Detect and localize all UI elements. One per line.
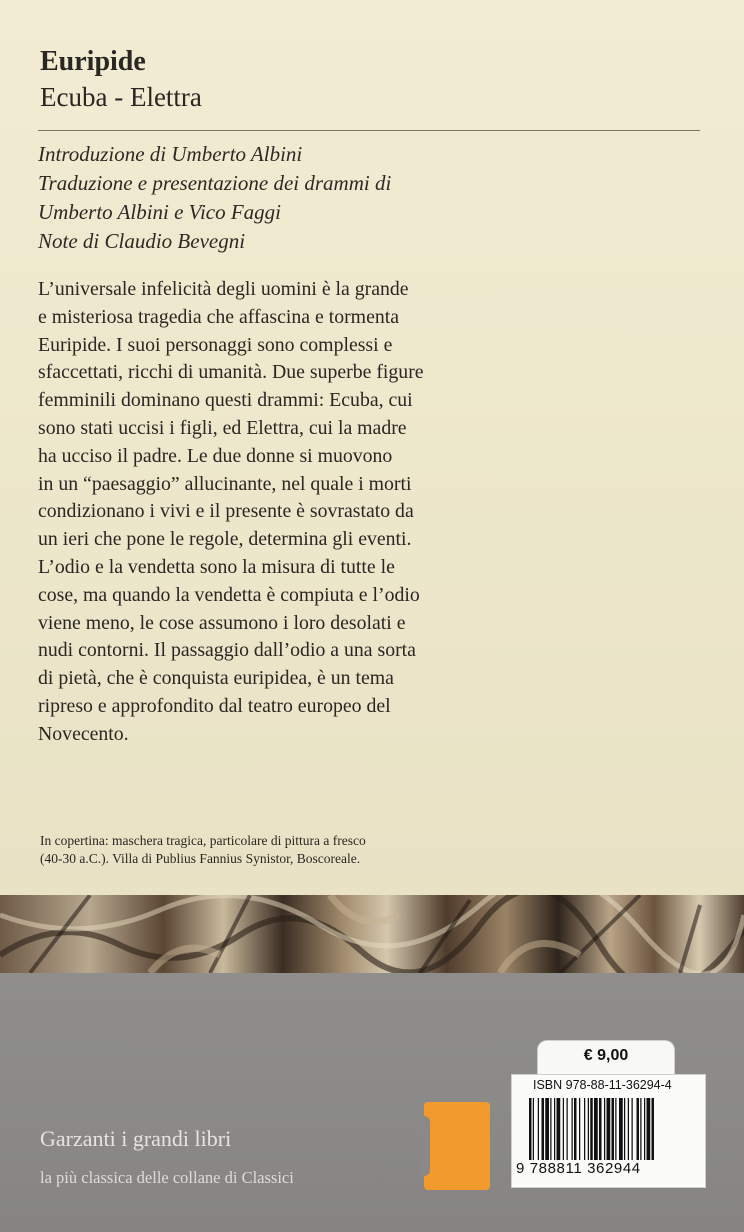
price-sticker	[537, 1040, 675, 1077]
barcode-bar	[590, 1098, 593, 1160]
series-name: Garzanti i grandi libri	[40, 1126, 232, 1151]
barcode-digits-left: 788811	[529, 1160, 583, 1177]
barcode-bar	[538, 1098, 539, 1160]
barcode-bar	[554, 1098, 555, 1160]
blurb-line: L’universale infelicità degli uomini è la grande	[38, 278, 409, 300]
barcode-bar	[545, 1098, 549, 1160]
blurb-line: di pietà, che è conquista euripidea, è un tema	[38, 667, 394, 690]
credit-line: Note di Claudio Bevegni	[38, 229, 246, 253]
barcode-bar	[599, 1098, 602, 1160]
blurb-line: sfaccettati, ricchi di umanità. Due superbe figure	[38, 361, 424, 384]
barcode-digits	[516, 1160, 641, 1177]
caption-line: In copertina: maschera tragica, particolare di pittura a fresco	[40, 833, 366, 848]
barcode-bar	[644, 1098, 645, 1160]
caption-line: (40-30 a.C.). Villa di Publius Fannius Synistor, Boscoreale.	[40, 851, 361, 866]
barcode-bar	[529, 1098, 532, 1160]
barcode-bar	[612, 1098, 615, 1160]
cover-caption	[40, 832, 366, 868]
barcode-bar	[533, 1098, 534, 1160]
blurb-line: nudi contorni. Il passaggio dall’odio a una sorta	[38, 639, 416, 662]
barcode-bar	[604, 1098, 605, 1160]
author-name: Euripide	[40, 46, 146, 77]
credits-block	[38, 140, 391, 256]
barcode-bar	[584, 1098, 585, 1160]
blurb-line: ripreso e approfondito dal teatro europeo del	[38, 694, 391, 717]
barcode-bar	[624, 1098, 625, 1160]
blurb-line: condizionano i vivi e il presente è sovrastato da	[38, 500, 414, 523]
book-title: Ecuba - Elettra	[40, 82, 202, 112]
blurb-line: femminili dominano questi drammi: Ecuba, cui	[38, 389, 413, 412]
credit-line: Traduzione e presentazione dei drammi di	[38, 171, 392, 195]
price-label: € 9,00	[583, 1047, 629, 1064]
credit-line: Introduzione di Umberto Albini	[38, 142, 303, 166]
barcode-bar	[619, 1098, 623, 1160]
barcode-bar	[652, 1098, 655, 1160]
blurb-line: in un “paesaggio” allucinante, nel quale i morti	[38, 472, 412, 495]
fresco-texture	[0, 895, 744, 973]
blurb-line: L’odio e la vendetta sono la misura di tutte le	[38, 555, 395, 578]
isbn-text: ISBN 978-88-11-36294-4	[533, 1078, 672, 1092]
blurb-line: viene meno, le cose assumono i loro desolati e	[38, 611, 406, 634]
barcode-bar	[574, 1098, 577, 1160]
fresco-strip-image	[0, 895, 744, 973]
barcode-bar	[557, 1098, 561, 1160]
barcode-bar	[632, 1098, 633, 1160]
barcode-bar	[607, 1098, 611, 1160]
divider	[38, 130, 700, 131]
barcode-bar	[647, 1098, 651, 1160]
blurb-line: sono stati uccisi i figli, ed Elettra, cui la madre	[38, 416, 407, 439]
barcode-bar	[579, 1098, 580, 1160]
barcode-bar	[615, 1098, 616, 1160]
blurb-line: e misteriosa tragedia che affascina e tormenta	[38, 305, 400, 328]
blurb-text	[38, 276, 558, 749]
blurb-line: Novecento.	[38, 722, 129, 745]
blurb-line: un ieri che pone le regole, determina gli eventi.	[38, 528, 412, 551]
barcode-bar	[640, 1098, 641, 1160]
logo-tab-notch	[418, 1116, 430, 1176]
publisher-logo-tab	[424, 1102, 490, 1190]
series-tagline: la più classica delle collane di Classici	[40, 1168, 294, 1187]
barcode-digit-lead: 9	[516, 1160, 525, 1177]
barcode-bar	[628, 1098, 629, 1160]
blurb-line: ha ucciso il padre. Le due donne si muovono	[38, 444, 393, 467]
barcode-bar	[637, 1098, 640, 1160]
credit-line: Umberto Albini e Vico Faggi	[38, 200, 282, 224]
barcode-bar	[567, 1098, 568, 1160]
barcode-bar	[594, 1098, 598, 1160]
barcode-bar	[588, 1098, 589, 1160]
blurb-line: cose, ma quando la vendetta è compiuta e l’odio	[38, 583, 420, 606]
barcode-bar	[572, 1098, 573, 1160]
barcode-bar	[563, 1098, 564, 1160]
barcode-bars	[529, 1098, 691, 1160]
barcode-digits-right: 362944	[587, 1160, 641, 1177]
blurb-line: Euripide. I suoi personaggi sono complessi e	[38, 333, 393, 356]
barcode-bar	[550, 1098, 551, 1160]
barcode-bar	[542, 1098, 545, 1160]
